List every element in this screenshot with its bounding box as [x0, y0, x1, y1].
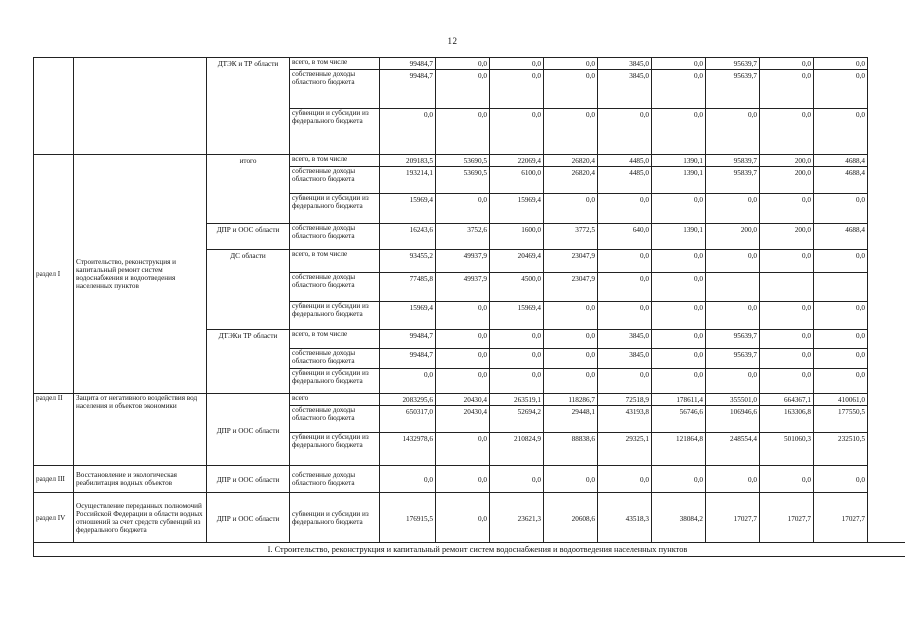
value-cell: 0,0 [490, 369, 544, 394]
value-cell: 410061,0 [814, 394, 868, 406]
value-cell: 210824,9 [490, 433, 544, 466]
value-cell: 0,0 [436, 109, 490, 155]
value-cell: 15969,4 [490, 302, 544, 330]
funding-type: субвенции и субсидии из федерального бюджета [290, 194, 380, 224]
value-cell: 23047,9 [544, 273, 598, 302]
value-cell: 0,0 [760, 369, 814, 394]
value-cell: 95639,7 [706, 330, 760, 349]
value-cell: 0,0 [598, 466, 652, 493]
value-cell: 0,0 [760, 302, 814, 330]
value-cell: 200,0 [760, 167, 814, 194]
funding-type: субвенции и субсидии из федерального бюджета [290, 109, 380, 155]
funding-type: всего, в том числе [290, 330, 380, 349]
value-cell: 20608,6 [544, 493, 598, 543]
org-name: ДПР и ООС области [207, 493, 290, 543]
value-cell: 209183,5 [380, 155, 436, 167]
value-cell: 0,0 [814, 109, 868, 155]
value-cell: 0,0 [544, 302, 598, 330]
table-row [34, 466, 905, 493]
value-cell: 72518,9 [598, 394, 652, 406]
funding-type: собственные доходы областного бюджета [290, 273, 380, 302]
value-cell: 0,0 [652, 109, 706, 155]
value-cell: 88838,6 [544, 433, 598, 466]
value-cell: 53690,5 [436, 155, 490, 167]
value-cell: 0,0 [436, 194, 490, 224]
value-cell: 0,0 [706, 109, 760, 155]
value-cell: 38084,2 [652, 493, 706, 543]
value-cell: 0,0 [544, 194, 598, 224]
value-cell: 43193,8 [598, 406, 652, 433]
value-cell: 3772,5 [544, 224, 598, 250]
value-cell: 177550,5 [814, 406, 868, 433]
value-cell: 29448,1 [544, 406, 598, 433]
value-cell: 640,0 [598, 224, 652, 250]
value-cell: 0,0 [490, 70, 544, 109]
table-row [34, 155, 905, 167]
value-cell: 0,0 [652, 58, 706, 70]
value-cell: 93455,2 [380, 250, 436, 273]
section-caption: I. Строительство, реконструкция и капитальный ремонт систем водоснабжения и водоотведения населенных пунктов [34, 543, 905, 557]
value-cell: 0,0 [652, 70, 706, 109]
funding-type: собственные доходы областного бюджета [290, 466, 380, 493]
value-cell: 0,0 [760, 250, 814, 273]
value-cell: 0,0 [652, 369, 706, 394]
value-cell: 99484,7 [380, 349, 436, 369]
section-name [74, 58, 207, 155]
value-cell: 248554,4 [706, 433, 760, 466]
value-cell: 0,0 [544, 58, 598, 70]
value-cell: 95839,7 [706, 155, 760, 167]
value-cell: 0,0 [598, 369, 652, 394]
value-cell: 26820,4 [544, 155, 598, 167]
value-cell: 4485,0 [598, 155, 652, 167]
value-cell: 95639,7 [706, 349, 760, 369]
value-cell: 1390,1 [652, 167, 706, 194]
value-cell: 0,0 [814, 194, 868, 224]
value-cell: 0,0 [436, 369, 490, 394]
value-cell: 49937,9 [436, 250, 490, 273]
value-cell: 0,0 [436, 493, 490, 543]
value-cell: 0,0 [436, 302, 490, 330]
value-cell: 0,0 [652, 302, 706, 330]
value-cell: 16243,6 [380, 224, 436, 250]
value-cell: 3845,0 [598, 330, 652, 349]
value-cell: 1390,1 [652, 224, 706, 250]
value-cell: 20469,4 [490, 250, 544, 273]
value-cell: 0,0 [598, 194, 652, 224]
value-cell: 23047,9 [544, 250, 598, 273]
value-cell: 4688,4 [814, 167, 868, 194]
value-cell: 650317,0 [380, 406, 436, 433]
value-cell: 0,0 [598, 109, 652, 155]
value-cell: 0,0 [814, 70, 868, 109]
value-cell: 0,0 [544, 330, 598, 349]
value-cell: 77485,8 [380, 273, 436, 302]
value-cell: 0,0 [652, 330, 706, 349]
value-cell: 1390,1 [652, 155, 706, 167]
value-cell: 15969,4 [380, 194, 436, 224]
value-cell: 200,0 [760, 155, 814, 167]
value-cell: 4500,0 [490, 273, 544, 302]
value-cell: 0,0 [652, 273, 706, 302]
funding-type: субвенции и субсидии из федерального бюджета [290, 433, 380, 466]
value-cell: 3845,0 [598, 58, 652, 70]
org-name: ДПР и ООС области [207, 224, 290, 250]
value-cell: 4485,0 [598, 167, 652, 194]
value-cell: 0,0 [380, 466, 436, 493]
value-cell: 0,0 [436, 58, 490, 70]
value-cell: 263519,1 [490, 394, 544, 406]
value-cell: 163306,8 [760, 406, 814, 433]
value-cell: 29325,1 [598, 433, 652, 466]
value-cell: 0,0 [652, 250, 706, 273]
value-cell: 1600,0 [490, 224, 544, 250]
budget-table [33, 57, 905, 557]
value-cell: 0,0 [706, 250, 760, 273]
value-cell: 0,0 [652, 466, 706, 493]
org-name: ДПР и ООС области [207, 394, 290, 466]
value-cell: 0,0 [436, 70, 490, 109]
value-cell: 0,0 [544, 109, 598, 155]
value-cell: 106946,6 [706, 406, 760, 433]
value-cell: 0,0 [760, 194, 814, 224]
value-cell: 3845,0 [598, 349, 652, 369]
value-cell: 4688,4 [814, 155, 868, 167]
funding-type: всего, в том числе [290, 250, 380, 273]
value-cell: 193214,1 [380, 167, 436, 194]
value-cell: 3845,0 [598, 70, 652, 109]
value-cell: 56746,6 [652, 406, 706, 433]
value-cell: 99484,7 [380, 58, 436, 70]
org-name: ДПР и ООС области [207, 466, 290, 493]
value-cell: 23621,3 [490, 493, 544, 543]
value-cell: 121864,8 [652, 433, 706, 466]
section-label: раздел II [34, 394, 74, 466]
value-cell: 355501,0 [706, 394, 760, 406]
section-name: Восстановление и экологическая реабилитация водных объектов [74, 466, 207, 493]
value-cell: 0,0 [706, 369, 760, 394]
value-cell: 0,0 [760, 58, 814, 70]
value-cell: 0,0 [490, 109, 544, 155]
value-cell: 4688,4 [814, 224, 868, 250]
value-cell: 0,0 [814, 466, 868, 493]
value-cell: 17027,7 [706, 493, 760, 543]
value-cell: 176915,5 [380, 493, 436, 543]
value-cell: 0,0 [760, 330, 814, 349]
value-cell: 99484,7 [380, 330, 436, 349]
funding-type: всего, в том числе [290, 155, 380, 167]
funding-type: всего, в том числе [290, 58, 380, 70]
value-cell: 15969,4 [380, 302, 436, 330]
value-cell: 0,0 [814, 58, 868, 70]
value-cell [814, 273, 868, 302]
value-cell: 0,0 [760, 70, 814, 109]
value-cell: 0,0 [598, 250, 652, 273]
value-cell: 0,0 [436, 433, 490, 466]
value-cell: 0,0 [652, 194, 706, 224]
value-cell: 43518,3 [598, 493, 652, 543]
funding-type: собственные доходы областного бюджета [290, 167, 380, 194]
org-name: ДТЭК и ТР области [207, 58, 290, 155]
value-cell: 0,0 [652, 349, 706, 369]
section-name: Строительство, реконструкция и капитальный ремонт систем водоснабжения и водоотведения населенных пунктов [74, 155, 207, 394]
value-cell: 0,0 [490, 58, 544, 70]
funding-type: субвенции и субсидии из федерального бюджета [290, 493, 380, 543]
org-name: итого [207, 155, 290, 224]
value-cell: 52694,2 [490, 406, 544, 433]
value-cell: 0,0 [436, 466, 490, 493]
value-cell: 0,0 [544, 349, 598, 369]
value-cell: 0,0 [760, 349, 814, 369]
value-cell [706, 273, 760, 302]
value-cell: 0,0 [380, 369, 436, 394]
section-label: раздел I [34, 155, 74, 394]
value-cell: 99484,7 [380, 70, 436, 109]
funding-type: всего [290, 394, 380, 406]
value-cell: 0,0 [706, 194, 760, 224]
value-cell: 0,0 [544, 466, 598, 493]
value-cell: 664367,1 [760, 394, 814, 406]
value-cell: 20430,4 [436, 406, 490, 433]
value-cell: 53690,5 [436, 167, 490, 194]
value-cell: 95639,7 [706, 70, 760, 109]
value-cell: 0,0 [490, 349, 544, 369]
table-row [34, 58, 905, 70]
value-cell: 95639,7 [706, 58, 760, 70]
funding-type: собственные доходы областного бюджета [290, 349, 380, 369]
value-cell: 3752,6 [436, 224, 490, 250]
org-name: ДС области [207, 250, 290, 330]
value-cell: 15969,4 [490, 194, 544, 224]
section-cell [34, 58, 74, 155]
funding-type: субвенции и субсидии из федерального бюджета [290, 302, 380, 330]
section-label: раздел III [34, 466, 74, 493]
value-cell: 17027,7 [814, 493, 868, 543]
value-cell: 0,0 [706, 466, 760, 493]
table-row [34, 543, 905, 557]
value-cell: 501060,3 [760, 433, 814, 466]
value-cell: 0,0 [814, 330, 868, 349]
value-cell: 17027,7 [760, 493, 814, 543]
value-cell: 0,0 [760, 109, 814, 155]
value-cell: 200,0 [760, 224, 814, 250]
value-cell: 178611,4 [652, 394, 706, 406]
section-name: Осуществление переданных полномочий Российской Федерации в области водных отношений за счет средств субвенций из федерального бюджета [74, 493, 207, 543]
value-cell: 0,0 [490, 330, 544, 349]
value-cell: 0,0 [814, 302, 868, 330]
funding-type: собственные доходы областного бюджета [290, 70, 380, 109]
value-cell: 0,0 [436, 330, 490, 349]
funding-type: собственные доходы областного бюджета [290, 406, 380, 433]
value-cell: 0,0 [814, 250, 868, 273]
value-cell: 0,0 [598, 302, 652, 330]
value-cell [760, 273, 814, 302]
funding-type: субвенции и субсидии из федерального бюджета [290, 369, 380, 394]
value-cell: 20430,4 [436, 394, 490, 406]
section-name: Защита от негативного воздействия вод населения и объектов экономики [74, 394, 207, 466]
value-cell: 95839,7 [706, 167, 760, 194]
value-cell: 118286,7 [544, 394, 598, 406]
funding-type: собственные доходы областного бюджета [290, 224, 380, 250]
value-cell: 0,0 [814, 349, 868, 369]
table-row [34, 394, 905, 406]
value-cell: 6100,0 [490, 167, 544, 194]
value-cell: 1432978,6 [380, 433, 436, 466]
value-cell: 200,0 [706, 224, 760, 250]
value-cell: 49937,9 [436, 273, 490, 302]
value-cell: 0,0 [706, 302, 760, 330]
org-name: ДТЭКи ТР области [207, 330, 290, 394]
value-cell: 0,0 [490, 466, 544, 493]
table-row [34, 493, 905, 543]
page-number: 12 [447, 36, 458, 46]
value-cell: 26820,4 [544, 167, 598, 194]
value-cell: 0,0 [436, 349, 490, 369]
value-cell: 232510,5 [814, 433, 868, 466]
value-cell: 0,0 [760, 466, 814, 493]
value-cell: 22069,4 [490, 155, 544, 167]
value-cell: 0,0 [598, 273, 652, 302]
value-cell: 0,0 [544, 70, 598, 109]
value-cell: 0,0 [544, 369, 598, 394]
value-cell: 0,0 [380, 109, 436, 155]
section-label: раздел IV [34, 493, 74, 543]
value-cell: 0,0 [814, 369, 868, 394]
value-cell: 2083295,6 [380, 394, 436, 406]
